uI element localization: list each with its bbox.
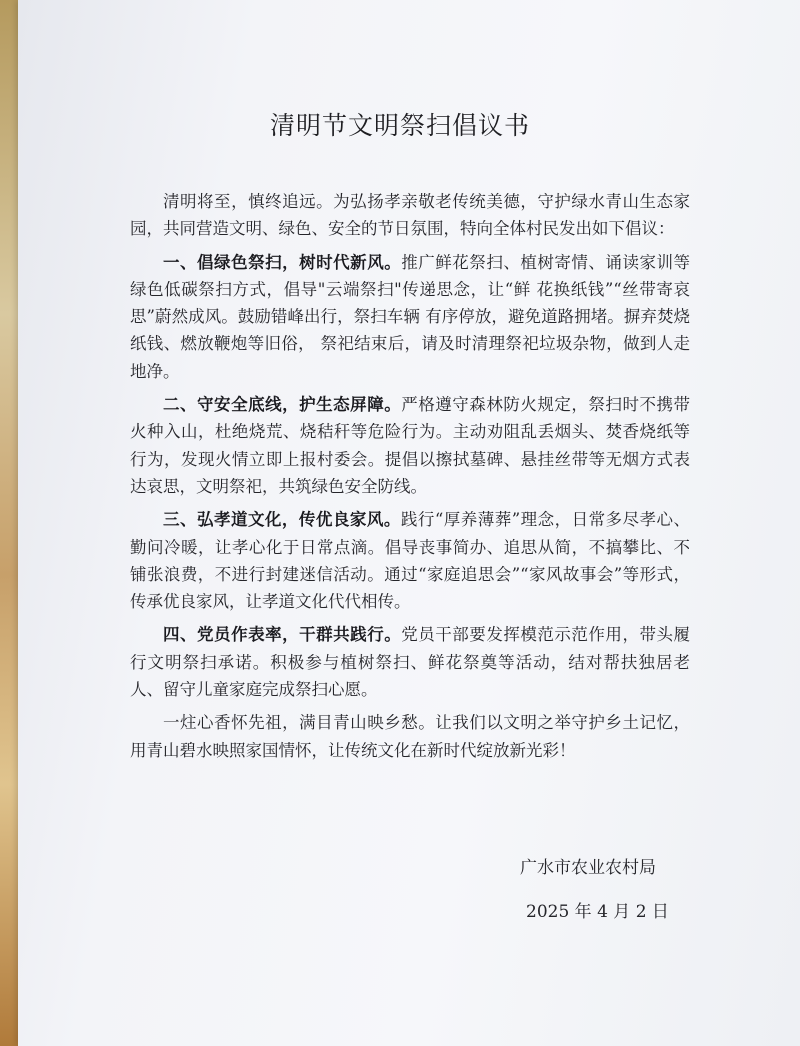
section-text: 践行“厚养薄葬”理念，日常多尽孝心、勤问冷暖，让孝心化于日常点滴。倡导丧事简办、追思从简，不搞攀比、不铺张浪费，不进行封建迷信活动。通过“家庭追思会”“家风故事会”等形式，传承优良家风，让孝道文化代代相传。 [130,510,691,612]
section-heading: 三、弘孝道文化，传优良家风。 [163,510,401,530]
section-heading: 二、守安全底线，护生态屏障。 [163,395,402,415]
issue-date: 2025 年 4 月 2 日 [526,902,669,922]
document-body [130,188,690,764]
section-text: 严格遵守森林防火规定，祭扫时不携带火种入山，杜绝烧荒、烧秸秆等危险行为。主动劝阻乱丢烟头、焚香烧纸等行为，发现火情立即上报村委会。提倡以擦拭墓碑、悬挂丝带等无烟方式表达哀思，文明祭祀，共筑绿色安全防线。 [130,395,691,496]
section-heading: 四、党员作表率，干群共践行。 [163,625,402,645]
section-paragraph [130,621,690,703]
section-heading: 一、倡绿色祭扫，树时代新风。 [163,252,402,272]
closing-paragraph: 一炷心香怀先祖，满目青山映乡愁。让我们以文明之举守护乡土记忆，用青山碧水映照家国情怀，让传统文化在新时代绽放新光彩！ [130,713,690,760]
section-text: 党员干部要发挥模范示范作用，带头履行文明祭扫承诺。积极参与植树祭扫、鲜花祭奠等活动，结对帮扶独居老人、留守儿童家庭完成祭扫心愿。 [130,625,691,700]
section-text: 推广鲜花祭扫、植树寄情、诵读家训等绿色低碳祭扫方式，倡导"云端祭扫"传递思念，让“鲜 花换纸钱”“丝带寄哀思”蔚然成风。鼓励错峰出行，祭扫车辆 有序停放，避免道路拥堵。摒弃焚烧纸钱、燃放鞭炮等旧俗， 祭祀结束后，请及时清理祭祀垃圾杂物，做到人走地净。 [130,252,691,381]
issuing-organization: 广水市农业农村局 [520,858,656,878]
section-paragraph [130,249,690,385]
section-paragraph [130,506,690,615]
signature-block [520,846,669,934]
section-paragraph [130,391,690,500]
document-title: 清明节文明祭扫倡议书 [269,111,530,140]
intro-paragraph: 清明将至，慎终追远。为弘扬孝亲敬老传统美德，守护绿水青山生态家园，共同营造文明、绿色、安全的节日氛围，特向全体村民发出如下倡议： [130,192,690,239]
